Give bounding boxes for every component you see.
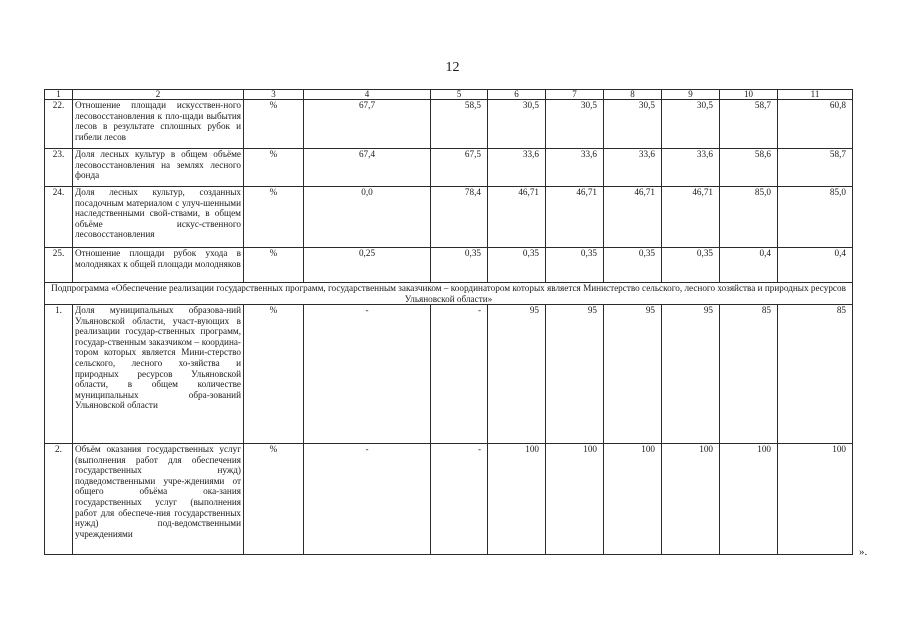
- value-cell: 85,0: [720, 187, 778, 248]
- value-cell: 58,6: [720, 149, 778, 187]
- value-cell: -: [304, 305, 431, 444]
- unit-cell: %: [244, 305, 304, 444]
- value-cell: 100: [546, 444, 604, 555]
- indicator-name: Доля муниципальных образова-ний Ульяновской области, участ-вующих в реализации государ-ственных программ, государ-ственным заказчиком – координа-тором которых является Мини-стерство сельского, лесного хо-зяйства и природных ресурсов Ульяновской области, в общем количестве муниципальных обра-зований Ульяновской области: [73, 305, 244, 444]
- value-cell: 58,5: [431, 100, 488, 149]
- table-row: [45, 444, 853, 555]
- value-cell: 46,71: [662, 187, 720, 248]
- value-cell: -: [431, 444, 488, 555]
- value-cell: 67,5: [431, 149, 488, 187]
- value-cell: 0,4: [720, 248, 778, 283]
- column-number-cell: 4: [304, 90, 431, 100]
- value-cell: 85: [778, 305, 853, 444]
- column-number-cell: 2: [73, 90, 244, 100]
- value-cell: 0,4: [778, 248, 853, 283]
- value-cell: 100: [488, 444, 546, 555]
- value-cell: 0,35: [604, 248, 662, 283]
- value-cell: 100: [604, 444, 662, 555]
- column-number-cell: 3: [244, 90, 304, 100]
- table-row: [45, 305, 853, 444]
- unit-cell: %: [244, 444, 304, 555]
- value-cell: 0,35: [431, 248, 488, 283]
- subprogram-row: [45, 283, 853, 305]
- unit-cell: %: [244, 248, 304, 283]
- column-number-cell: 8: [604, 90, 662, 100]
- value-cell: 100: [778, 444, 853, 555]
- value-cell: 33,6: [662, 149, 720, 187]
- indicators-table: [44, 89, 853, 555]
- value-cell: 58,7: [720, 100, 778, 149]
- value-cell: 0,35: [662, 248, 720, 283]
- value-cell: 67,4: [304, 149, 431, 187]
- unit-cell: %: [244, 149, 304, 187]
- value-cell: 95: [546, 305, 604, 444]
- value-cell: 0,0: [304, 187, 431, 248]
- table-row: [45, 187, 853, 248]
- indicator-name: Отношение площади искусствен-ного лесовосстановления к пло-щади выбытия лесов в результате сплошных рубок и гибели лесов: [73, 100, 244, 149]
- indicator-name: Объём оказания государственных услуг (выполнения работ для обеспечения государственных нужд) подведомственными учре-ждениями от общего объёма ока-зания государственных услуг (выполнения работ для обеспече-ния государственных нужд) под-ведомственными учреждениями: [73, 444, 244, 555]
- value-cell: 33,6: [546, 149, 604, 187]
- value-cell: 0,35: [546, 248, 604, 283]
- column-number-cell: 5: [431, 90, 488, 100]
- table-row: [45, 248, 853, 283]
- value-cell: 95: [662, 305, 720, 444]
- value-cell: 0,35: [488, 248, 546, 283]
- value-cell: 60,8: [778, 100, 853, 149]
- value-cell: 33,6: [488, 149, 546, 187]
- value-cell: 30,5: [662, 100, 720, 149]
- closing-quote-mark: ».: [859, 546, 868, 558]
- value-cell: 95: [488, 305, 546, 444]
- column-number-cell: 1: [45, 90, 73, 100]
- value-cell: 46,71: [546, 187, 604, 248]
- value-cell: 0,25: [304, 248, 431, 283]
- column-number-cell: 10: [720, 90, 778, 100]
- value-cell: 46,71: [488, 187, 546, 248]
- indicator-name: Отношение площади рубок ухода в молодняках к общей площади молодняков: [73, 248, 244, 283]
- value-cell: 30,5: [604, 100, 662, 149]
- page-number: 12: [445, 60, 460, 75]
- column-number-row: [45, 90, 853, 100]
- value-cell: -: [304, 444, 431, 555]
- row-number: 25.: [45, 248, 73, 283]
- indicator-name: Доля лесных культур в общем объёме лесовосстановления на землях лесного фонда: [73, 149, 244, 187]
- row-number: 24.: [45, 187, 73, 248]
- value-cell: 67,7: [304, 100, 431, 149]
- value-cell: 78,4: [431, 187, 488, 248]
- row-number: 1.: [45, 305, 73, 444]
- row-number: 2.: [45, 444, 73, 555]
- value-cell: 58,7: [778, 149, 853, 187]
- value-cell: 85,0: [778, 187, 853, 248]
- value-cell: 46,71: [604, 187, 662, 248]
- indicator-name: Доля лесных культур, созданных посадочным материалом с улуч-шенными наследственными свой-ствами, в общем объёме искус-ственного лесовосстановления: [73, 187, 244, 248]
- value-cell: 30,5: [546, 100, 604, 149]
- unit-cell: %: [244, 187, 304, 248]
- table-row: [45, 149, 853, 187]
- value-cell: 95: [604, 305, 662, 444]
- row-number: 23.: [45, 149, 73, 187]
- unit-cell: %: [244, 100, 304, 149]
- column-number-cell: 9: [662, 90, 720, 100]
- column-number-cell: 11: [778, 90, 853, 100]
- value-cell: 100: [662, 444, 720, 555]
- value-cell: 100: [720, 444, 778, 555]
- table-row: [45, 100, 853, 149]
- column-number-cell: 6: [488, 90, 546, 100]
- column-number-cell: 7: [546, 90, 604, 100]
- value-cell: 85: [720, 305, 778, 444]
- value-cell: 30,5: [488, 100, 546, 149]
- value-cell: -: [431, 305, 488, 444]
- subprogram-title: Подпрограмма «Обеспечение реализации государственных программ, государственным заказчиком – координатором которых является Министерство сельского, лесного хозяйства и природных ресурсов Ульяновской области»: [45, 283, 853, 305]
- value-cell: 33,6: [604, 149, 662, 187]
- row-number: 22.: [45, 100, 73, 149]
